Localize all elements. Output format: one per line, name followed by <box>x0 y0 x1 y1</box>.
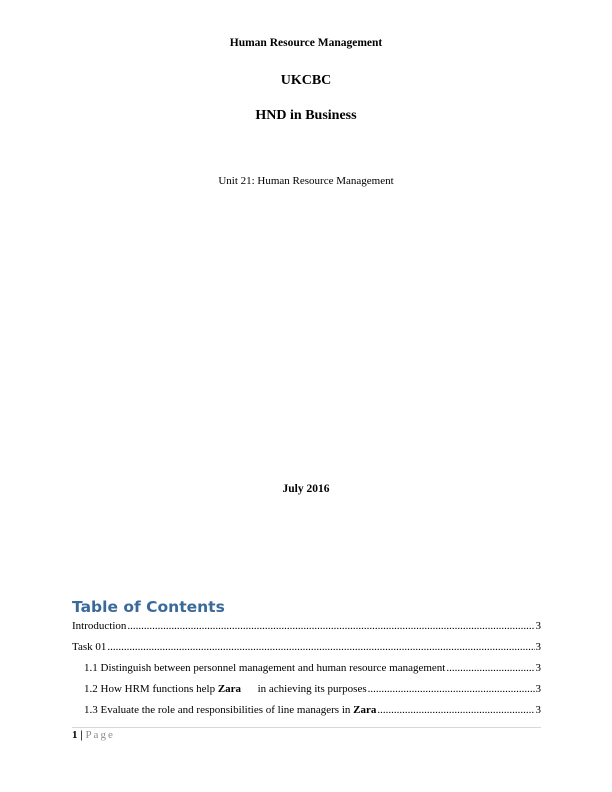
toc-page-number: 3 <box>535 683 541 695</box>
toc-leader-dots <box>446 662 534 674</box>
toc-entry-text-post: in achieving its purposes <box>241 683 367 695</box>
toc-entry-text <box>84 704 376 716</box>
toc-entry-1-1[interactable] <box>84 662 541 674</box>
toc-entry-1-2[interactable] <box>84 683 541 695</box>
toc-leader-dots <box>107 641 534 653</box>
footer-divider <box>72 727 541 728</box>
toc-entry-introduction[interactable] <box>72 620 541 632</box>
toc-entry-text: Task 01 <box>72 641 107 653</box>
toc-entry-company-name: Zara <box>217 683 242 695</box>
toc-entry-company-name: Zara <box>353 704 377 716</box>
toc-entry-task-01[interactable] <box>72 641 541 653</box>
toc-entry-text: 1.1 Distinguish between personnel management and human resource management <box>84 662 446 674</box>
program-title: HND in Business <box>255 108 357 123</box>
page-footer <box>72 729 115 741</box>
toc-page-number: 3 <box>535 662 541 674</box>
toc-entry-text <box>84 683 367 695</box>
toc-page-number: 3 <box>535 704 541 716</box>
unit-title: Unit 21: Human Resource Management <box>218 175 394 187</box>
toc-leader-dots <box>377 704 534 716</box>
toc-leader-dots <box>127 620 534 632</box>
footer-separator: | <box>77 729 86 741</box>
organization-name: UKCBC <box>280 73 332 88</box>
toc-entry-1-3[interactable] <box>84 704 541 716</box>
toc-entry-text-pre: 1.2 How HRM functions help <box>84 683 218 695</box>
toc-heading: Table of Contents <box>72 598 225 616</box>
toc-leader-dots <box>368 683 535 695</box>
footer-page-number: 1 <box>72 729 78 741</box>
toc-entry-text: Introduction <box>72 620 127 632</box>
toc-entry-text-pre: 1.3 Evaluate the role and responsibilities of line managers in <box>84 704 354 716</box>
running-header: Human Resource Management <box>229 37 383 49</box>
toc-page-number: 3 <box>535 641 541 653</box>
footer-page-word: Page <box>85 729 115 741</box>
toc-page-number: 3 <box>535 620 541 632</box>
document-date: July 2016 <box>282 483 330 495</box>
